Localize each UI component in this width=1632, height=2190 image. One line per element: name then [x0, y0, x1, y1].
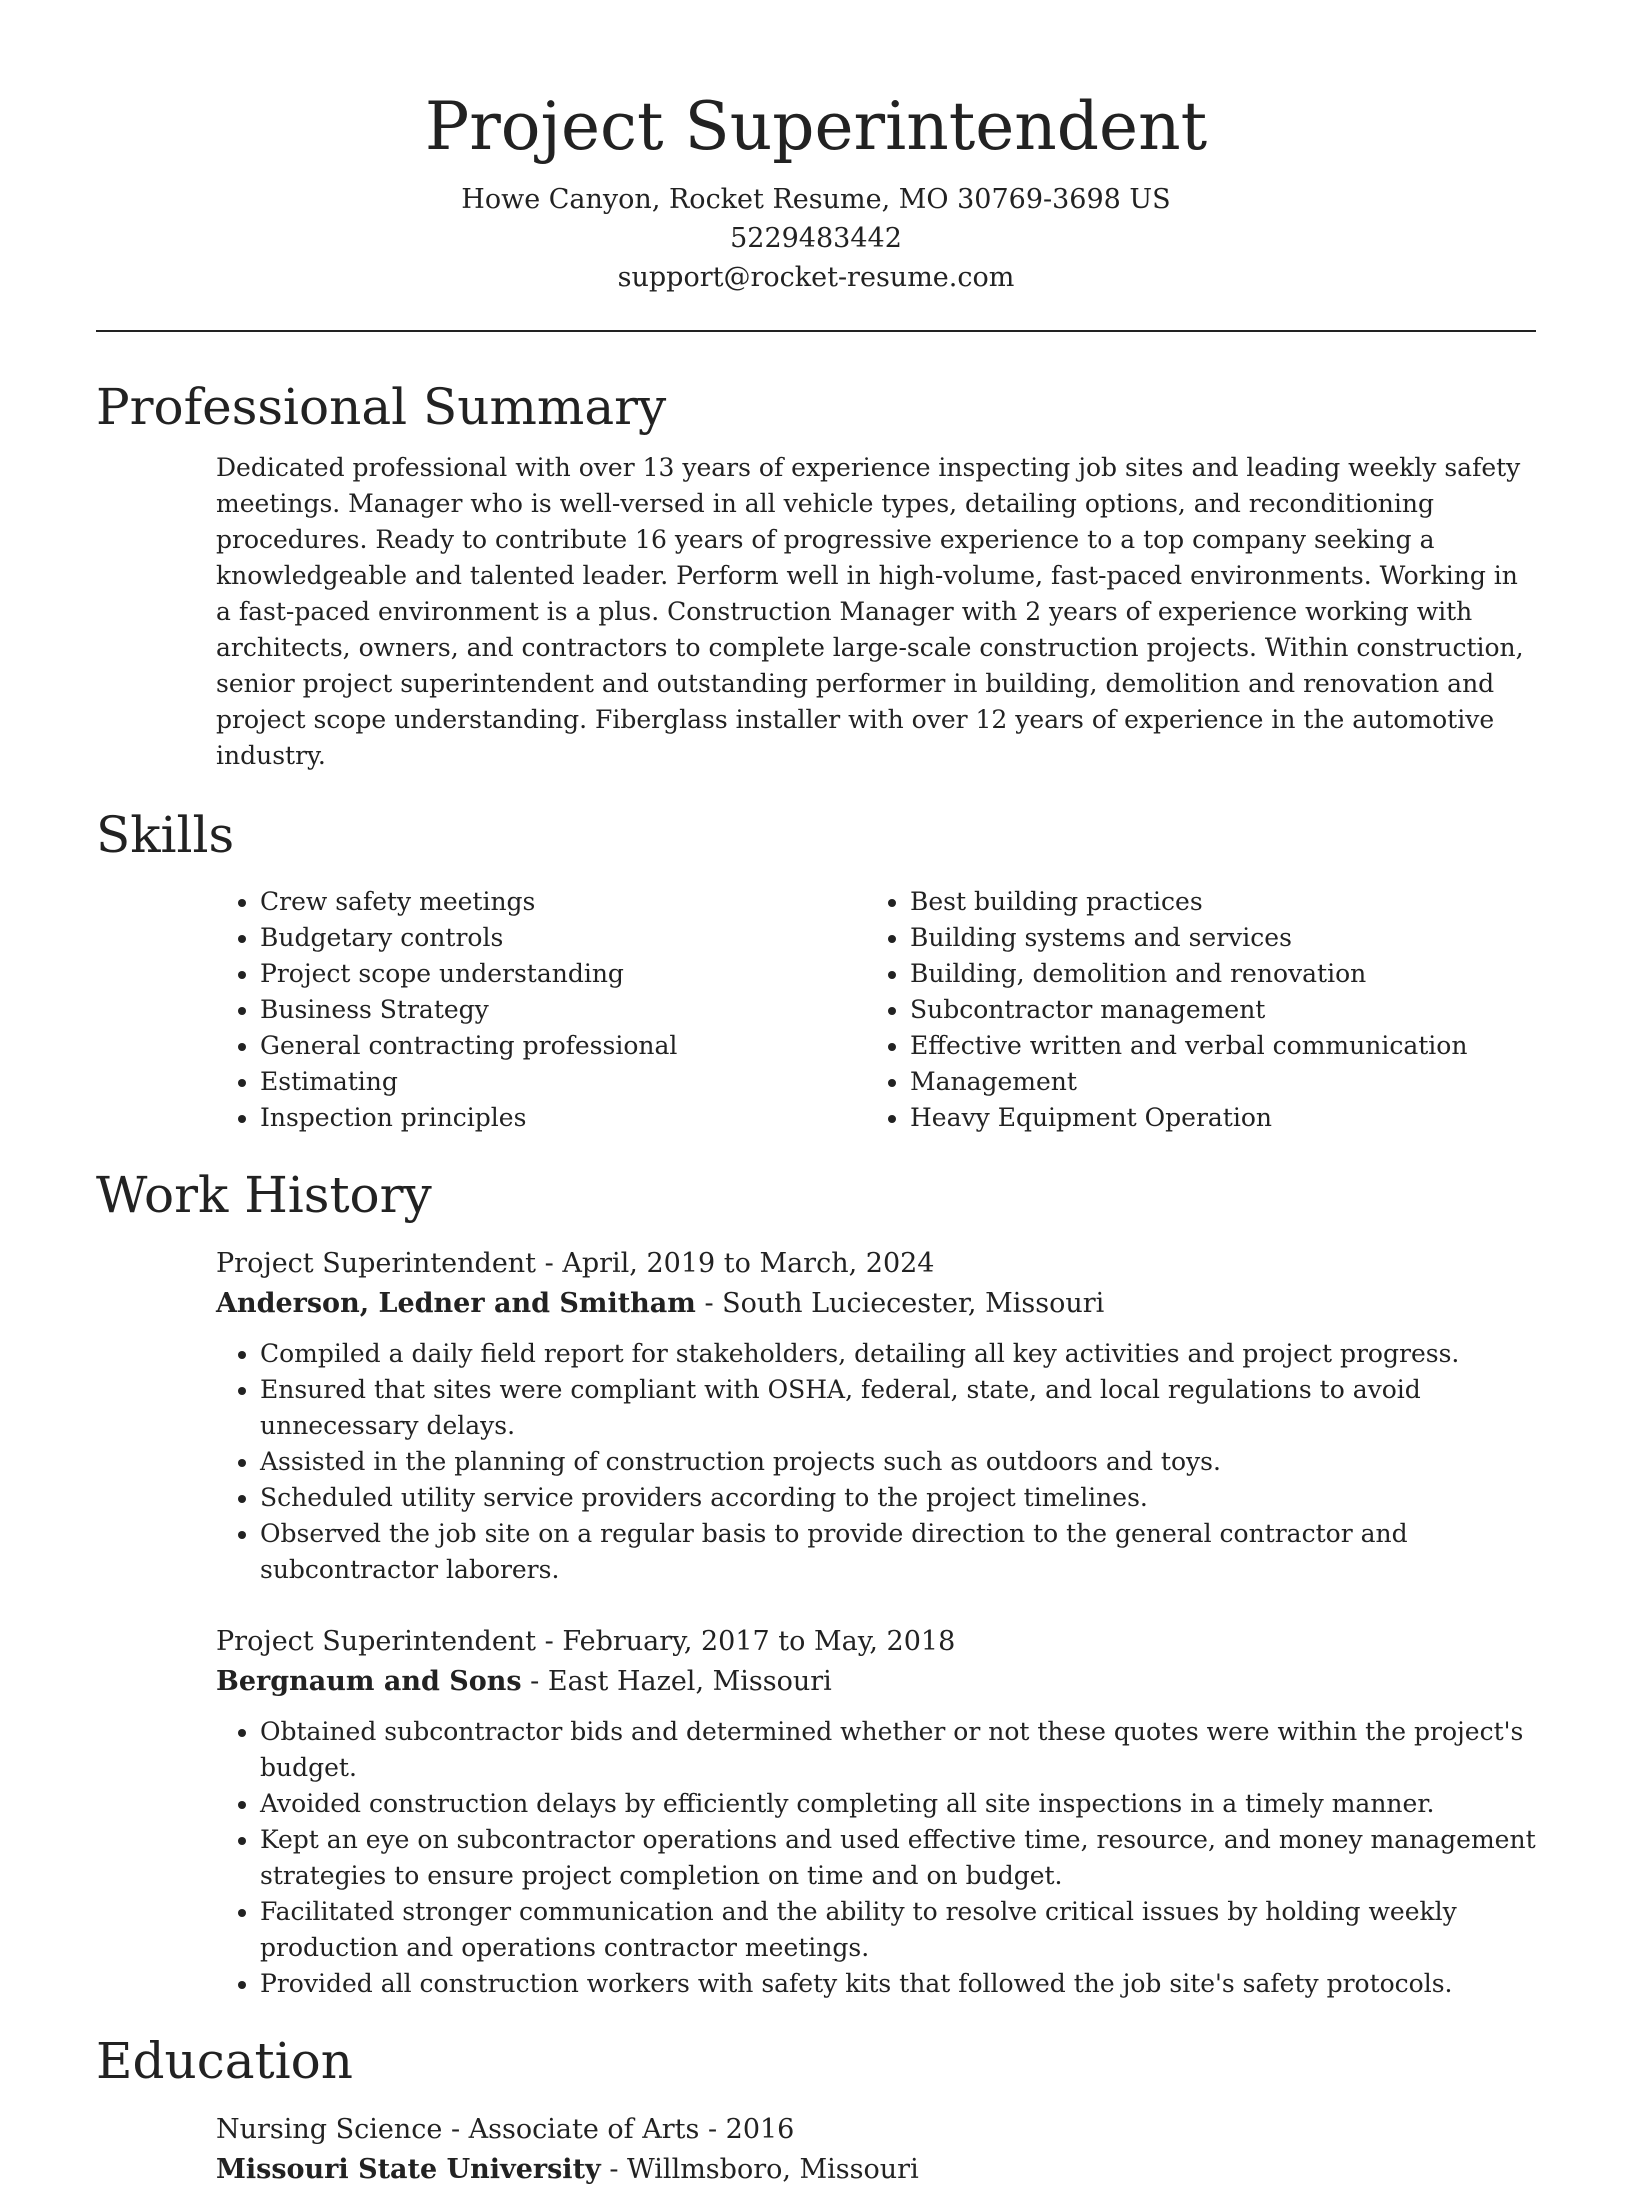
skill-item: • Budgetary controls: [260, 920, 866, 956]
resume-header: [96, 0, 1536, 297]
job-duties: [216, 1714, 1536, 2002]
summary-section: [216, 450, 1536, 774]
education-year: - 2016: [699, 2114, 795, 2145]
phone-line: 5229483442: [730, 223, 902, 254]
skill-item: • Building, demolition and renovation: [910, 956, 1516, 992]
education-degree-line: [216, 2110, 1536, 2150]
skill-item: • Crew safety meetings: [260, 884, 866, 920]
skill-item: • Effective written and verbal communication: [910, 1028, 1516, 1064]
skills-column-left: [216, 884, 866, 1136]
job-location: - East Hazel, Missouri: [521, 1666, 832, 1697]
job-company-line: [216, 1662, 1536, 1702]
skills-list: [216, 884, 1536, 1136]
resume-page: [96, 0, 1536, 2190]
job-duty: • Provided all construction workers with safety kits that followed the job site's safety protocols.: [260, 1966, 1536, 2002]
skill-item: • Heavy Equipment Operation: [910, 1100, 1516, 1136]
job-duty: • Avoided construction delays by efficiently completing all site inspections in a timely manner.: [260, 1786, 1536, 1822]
skills-heading: Skills: [96, 806, 235, 864]
skill-item: • Inspection principles: [260, 1100, 866, 1136]
job-dates: - February, 2017 to May, 2018: [536, 1626, 956, 1657]
job-duty: • Kept an eye on subcontractor operations and used effective time, resource, and money management strategies to ensure project completion on time and on budget.: [260, 1822, 1536, 1894]
skill-item: • Management: [910, 1064, 1516, 1100]
skill-item: • Subcontractor management: [910, 992, 1516, 1028]
education-location: - Willmsboro, Missouri: [600, 2154, 919, 2185]
job-duty: • Facilitated stronger communication and the ability to resolve critical issues by holding weekly production and operations contractor meetings.: [260, 1894, 1536, 1966]
contact-info: [96, 180, 1536, 297]
job-duty: • Ensured that sites were compliant with OSHA, federal, state, and local regulations to avoid unnecessary delays.: [260, 1372, 1536, 1444]
education-heading: Education: [96, 2032, 353, 2090]
work-history-heading: Work History: [96, 1166, 432, 1224]
job-company: Anderson, Ledner and Smitham: [216, 1288, 696, 1319]
job-duties: [216, 1336, 1536, 1588]
job-entry: [216, 1622, 1536, 2002]
job-company-line: [216, 1284, 1536, 1324]
job-duty: • Assisted in the planning of construction projects such as outdoors and toys.: [260, 1444, 1536, 1480]
skill-item: • Estimating: [260, 1064, 866, 1100]
job-location: - South Luciecester, Missouri: [695, 1288, 1105, 1319]
job-role: Project Superintendent: [216, 1248, 537, 1279]
job-duty: • Obtained subcontractor bids and determined whether or not these quotes were within the project's budget.: [260, 1714, 1536, 1786]
job-duty: • Compiled a daily field report for stakeholders, detailing all key activities and project progress.: [260, 1336, 1536, 1372]
header-divider: [96, 330, 1536, 332]
job-title-line: [216, 1622, 1536, 1662]
summary-text: Dedicated professional with over 13 years of experience inspecting job sites and leading weekly safety meetings. Manager who is well-versed in all vehicle types, detailing options, and reconditioning procedures. Ready to contribute 16 years of progressive experience to a top company seeking a knowledgeable and talented leader. Perform well in high-volume, fast-paced environments. Working in a fast-paced environment is a plus. Construction Manager with 2 years of experience working with architects, owners, and contractors to complete large-scale construction projects. Within construction, senior project superintendent and outstanding performer in building, demolition and renovation and project scope understanding. Fiberglass installer with over 12 years of experience in the automotive industry.: [216, 453, 1524, 770]
education-degree: - Associate of Arts: [442, 2114, 700, 2145]
job-duty: • Scheduled utility service providers according to the project timelines.: [260, 1480, 1536, 1516]
skill-item: • Best building practices: [910, 884, 1516, 920]
job-role: Project Superintendent: [216, 1626, 537, 1657]
job-entry: [216, 1244, 1536, 1588]
education-school: Missouri State University: [216, 2154, 601, 2185]
education-school-line: [216, 2150, 1536, 2190]
work-history-section: [216, 1244, 1536, 2002]
skill-item: • Project scope understanding: [260, 956, 866, 992]
job-duty: • Observed the job site on a regular basis to provide direction to the general contractor and subcontractor laborers.: [260, 1516, 1536, 1588]
summary-heading: Professional Summary: [96, 378, 667, 436]
skill-item: • General contracting professional: [260, 1028, 866, 1064]
education-section: [216, 2110, 1536, 2190]
skill-item: • Building systems and services: [910, 920, 1516, 956]
job-dates: - April, 2019 to March, 2024: [536, 1248, 935, 1279]
skill-item: • Business Strategy: [260, 992, 866, 1028]
education-field: Nursing Science: [216, 2114, 443, 2145]
skills-column-right: [866, 884, 1516, 1136]
candidate-name: Project Superintendent: [424, 88, 1208, 165]
job-company: Bergnaum and Sons: [216, 1666, 522, 1697]
job-title-line: [216, 1244, 1536, 1284]
email-line: support@rocket-resume.com: [617, 262, 1015, 293]
address-line: Howe Canyon, Rocket Resume, MO 30769-3698 US: [461, 184, 1171, 215]
